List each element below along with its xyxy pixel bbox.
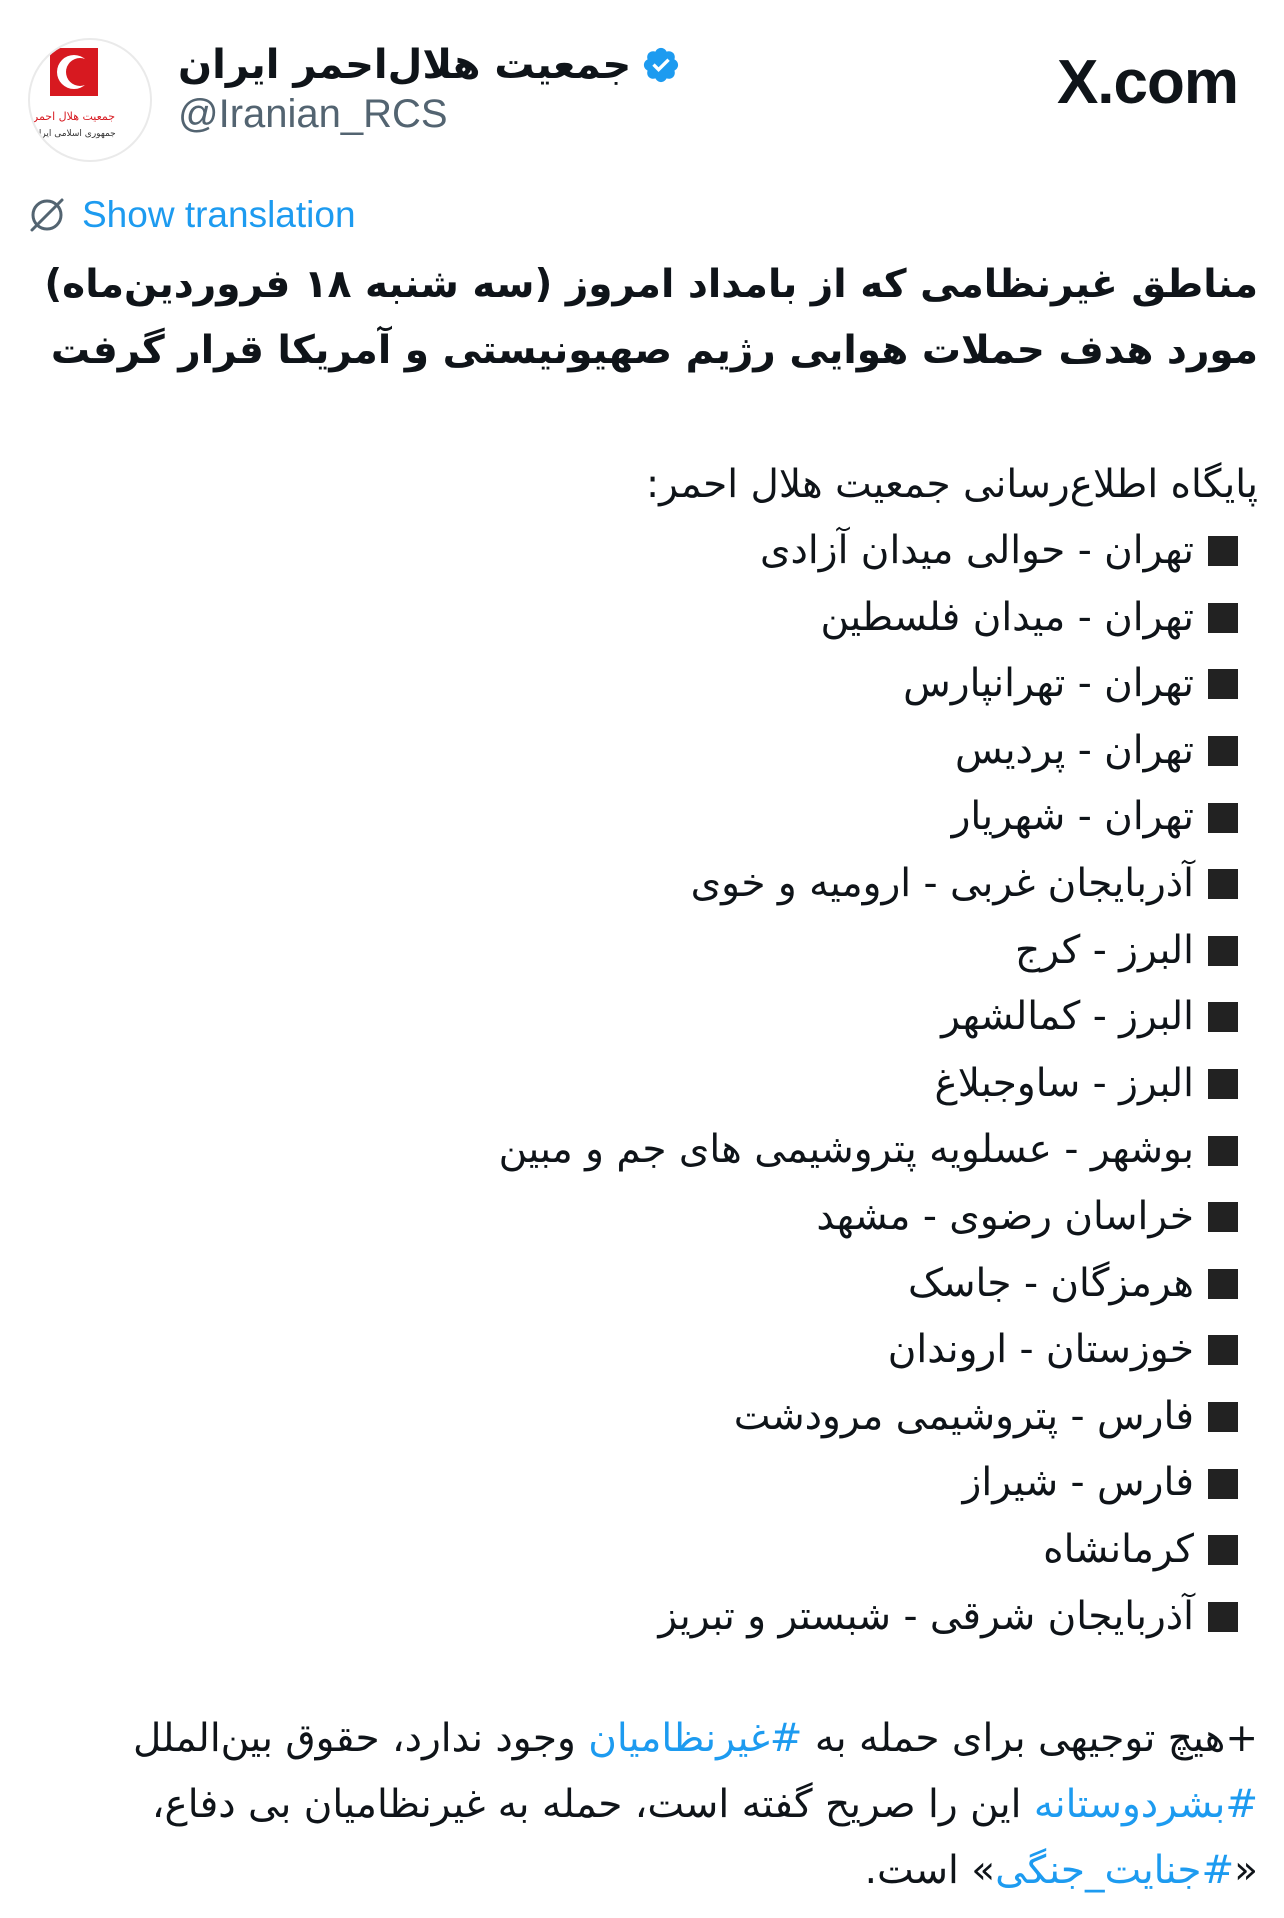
footer-text: +هیچ توجیهی برای حمله به	[802, 1716, 1258, 1762]
avatar-caption-2: جمهوری اسلامی ایران	[32, 129, 116, 139]
list-item	[26, 1584, 1258, 1651]
square-bullet-icon	[1208, 736, 1238, 766]
hashtag-link[interactable]: #غیرنظامیان	[588, 1716, 803, 1762]
list-item-text: البرز - کمالشهر	[941, 994, 1194, 1040]
hashtag-link[interactable]: #جنایت_جنگی	[995, 1848, 1235, 1894]
list-item-text: آذربایجان شرقی - شبستر و تبریز	[658, 1593, 1194, 1639]
list-item	[26, 984, 1258, 1051]
square-bullet-icon	[1208, 1069, 1238, 1099]
site-name: X.com	[1056, 47, 1238, 117]
square-bullet-icon	[1208, 669, 1238, 699]
list-item-text: فارس - پتروشیمی مرودشت	[733, 1393, 1194, 1439]
user-handle[interactable]: @Iranian_RCS	[178, 92, 448, 136]
location-list	[26, 518, 1258, 1650]
square-bullet-icon	[1208, 1535, 1238, 1565]
red-crescent-logo-icon	[30, 40, 152, 162]
list-item-text: بوشهر - عسلویه پتروشیمی های جم و مبین	[498, 1127, 1194, 1173]
list-item-text: خراسان رضوی - مشهد	[816, 1193, 1194, 1239]
footer-text: » است.	[864, 1848, 996, 1894]
post-headline: مناطق غیرنظامی که از بامداد امروز (سه شنبه ۱۸ فروردین‌ماه) مورد هدف حملات هوایی رژیم صهیونیستی و آمریکا قرار گرفت	[44, 262, 1258, 373]
translate-globe-icon	[26, 194, 68, 236]
post-source: پایگاه اطلاع‌رسانی جمعیت هلال احمر:	[645, 462, 1258, 507]
list-item	[26, 718, 1258, 785]
list-item	[26, 918, 1258, 985]
list-item	[26, 585, 1258, 652]
square-bullet-icon	[1208, 1202, 1238, 1232]
list-item-text: تهران - تهرانپارس	[903, 661, 1194, 707]
square-bullet-icon	[1208, 1269, 1238, 1299]
post-footer	[26, 1706, 1258, 1904]
list-item	[26, 1450, 1258, 1517]
list-item-text: کرمانشاه	[1043, 1526, 1194, 1572]
list-item	[26, 1517, 1258, 1584]
list-item	[26, 1384, 1258, 1451]
name-row	[178, 40, 681, 90]
list-item-text: فارس - شیراز	[962, 1460, 1194, 1506]
list-item	[26, 1051, 1258, 1118]
avatar[interactable]	[28, 38, 152, 162]
list-item-text: تهران - حوالی میدان آزادی	[760, 528, 1194, 573]
footer-text: این را صریح گفته است، حمله به غیرنظامیان بی دفاع، «	[151, 1782, 1258, 1894]
list-item-text: تهران - شهریار	[951, 794, 1194, 840]
site-watermark	[1057, 42, 1238, 122]
list-item	[26, 851, 1258, 918]
display-name[interactable]: جمعیت هلال‌احمر ایران	[178, 42, 632, 88]
square-bullet-icon	[1208, 803, 1238, 833]
square-bullet-icon	[1208, 869, 1238, 899]
square-bullet-icon	[1208, 1602, 1238, 1632]
verified-badge-icon	[641, 45, 681, 85]
list-item	[26, 518, 1258, 585]
translate-row	[26, 190, 356, 240]
avatar-caption-1: جمعیت هلال احمر	[32, 110, 116, 123]
square-bullet-icon	[1208, 1002, 1238, 1032]
square-bullet-icon	[1208, 936, 1238, 966]
list-item	[26, 784, 1258, 851]
list-item-text: هرمزگان - جاسک	[907, 1260, 1194, 1306]
list-item-text: خوزستان - اروندان	[887, 1327, 1194, 1373]
list-item-text: البرز - کرج	[1015, 927, 1194, 973]
list-item	[26, 1184, 1258, 1251]
tweet-body	[26, 252, 1258, 1904]
list-item	[26, 651, 1258, 718]
list-item-text: تهران - پردیس	[954, 727, 1194, 773]
list-item-text: تهران - میدان فلسطین	[820, 594, 1194, 640]
square-bullet-icon	[1208, 1402, 1238, 1432]
list-item	[26, 1117, 1258, 1184]
show-translation-link[interactable]: Show translation	[82, 194, 356, 235]
list-item	[26, 1317, 1258, 1384]
footer-text: وجود ندارد، حقوق بین‌الملل	[132, 1716, 589, 1762]
square-bullet-icon	[1208, 603, 1238, 633]
hashtag-link[interactable]: #بشردوستانه	[1033, 1782, 1258, 1828]
tweet-header	[0, 0, 1284, 170]
square-bullet-icon	[1208, 536, 1238, 566]
list-item	[26, 1251, 1258, 1318]
square-bullet-icon	[1208, 1136, 1238, 1166]
square-bullet-icon	[1208, 1335, 1238, 1365]
square-bullet-icon	[1208, 1469, 1238, 1499]
list-item-text: البرز - ساوجبلاغ	[934, 1060, 1194, 1106]
list-item-text: آذربایجان غربی - ارومیه و خوی	[690, 860, 1194, 906]
